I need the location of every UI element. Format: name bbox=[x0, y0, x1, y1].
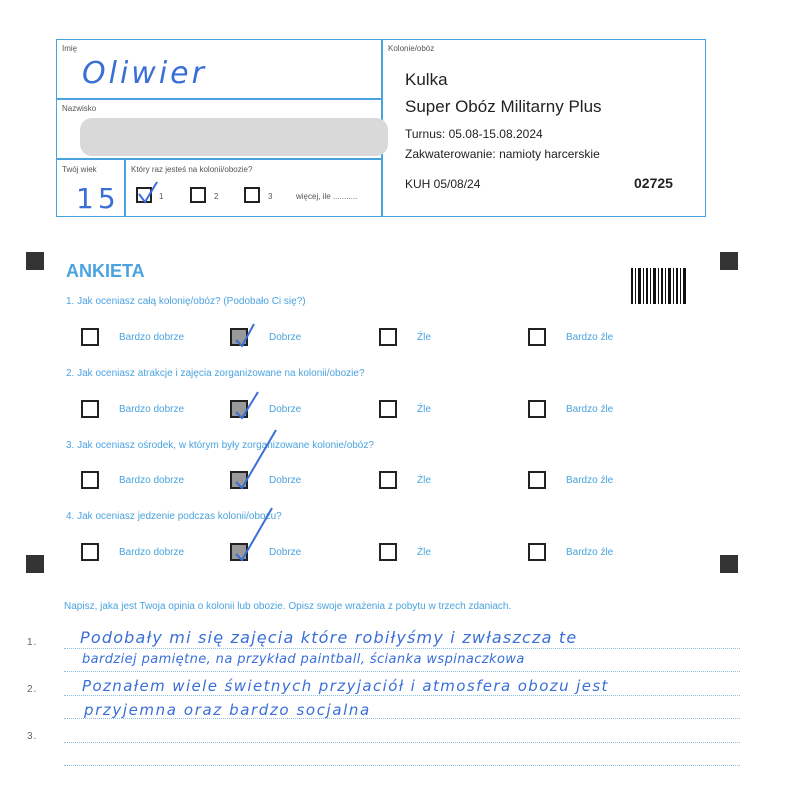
ktory-raz-checkbox-2[interactable] bbox=[190, 187, 206, 203]
opinion-instruction: Napisz, jaka jest Twoja opinia o kolonii lub obozie. Opisz swoje wrażenia z pobytu w trzech zdaniach. bbox=[64, 601, 512, 612]
turnus-label: Turnus: bbox=[405, 127, 446, 141]
registration-marker-bottom-right bbox=[720, 555, 738, 573]
divider-nazwisko bbox=[56, 158, 382, 160]
q4-option-bardzo-dobrze-label: Bardzo dobrze bbox=[119, 547, 185, 558]
q1-option-zle-label: Źle bbox=[417, 332, 431, 343]
camp-title: Super Obóz Militarny Plus bbox=[405, 97, 602, 116]
nazwisko-redacted bbox=[80, 118, 388, 156]
ktory-raz-option-1: 1 bbox=[159, 192, 164, 201]
imie-value: Oliwier bbox=[82, 56, 207, 91]
zakwaterowanie-row bbox=[405, 147, 600, 161]
q1-option-bardzo-zle-checkbox[interactable] bbox=[528, 328, 546, 346]
q4-option-bardzo-zle-checkbox[interactable] bbox=[528, 543, 546, 561]
opinion-writing-line bbox=[64, 648, 740, 649]
opinion-handwritten-line-3: Poznałem wiele świetnych przyjaciół i atmosfera obozu jest bbox=[82, 677, 609, 695]
q4-option-dobrze-label: Dobrze bbox=[269, 547, 302, 558]
q4-option-zle-checkbox[interactable] bbox=[379, 543, 397, 561]
opinion-writing-line bbox=[64, 742, 740, 743]
check-mark-icon bbox=[228, 382, 262, 422]
turnus-value: 05.08-15.08.2024 bbox=[448, 127, 543, 141]
wiek-value: 15 bbox=[76, 182, 120, 215]
opinion-writing-line bbox=[64, 695, 740, 696]
q2-option-zle-label: Źle bbox=[417, 404, 431, 415]
q4-option-zle-label: Źle bbox=[417, 547, 431, 558]
registration-marker-bottom-left bbox=[26, 555, 44, 573]
camp-code: KUH 05/08/24 bbox=[405, 177, 481, 191]
kolonie-label: Kolonie/obóz bbox=[388, 44, 435, 53]
q3-option-bardzo-dobrze-checkbox[interactable] bbox=[81, 471, 99, 489]
q1-option-zle-checkbox[interactable] bbox=[379, 328, 397, 346]
opinion-handwritten-line-4: przyjemna oraz bardzo socjalna bbox=[84, 701, 371, 719]
q2-option-bardzo-dobrze-label: Bardzo dobrze bbox=[119, 404, 185, 415]
ktory-raz-checkbox-3[interactable] bbox=[244, 187, 260, 203]
q1-option-bardzo-dobrze-label: Bardzo dobrze bbox=[119, 332, 185, 343]
registration-marker-top-left bbox=[26, 252, 44, 270]
q1-option-bardzo-zle-label: Bardzo źle bbox=[566, 332, 614, 343]
question-3: 3. Jak oceniasz ośrodek, w którym były zorganizowane kolonie/obóz? bbox=[66, 440, 374, 451]
q2-option-dobrze-label: Dobrze bbox=[269, 404, 302, 415]
q1-option-bardzo-dobrze-checkbox[interactable] bbox=[81, 328, 99, 346]
q2-option-bardzo-dobrze-checkbox[interactable] bbox=[81, 400, 99, 418]
opinion-line-number-2: 2. bbox=[27, 684, 38, 695]
q3-option-dobrze-label: Dobrze bbox=[269, 475, 302, 486]
q2-option-bardzo-zle-label: Bardzo źle bbox=[566, 404, 614, 415]
q2-option-bardzo-zle-checkbox[interactable] bbox=[528, 400, 546, 418]
barcode-icon bbox=[631, 268, 687, 304]
q3-option-bardzo-zle-checkbox[interactable] bbox=[528, 471, 546, 489]
camp-name: Kulka bbox=[405, 70, 448, 89]
imie-label: Imię bbox=[62, 44, 78, 53]
opinion-writing-line bbox=[64, 765, 740, 766]
question-2: 2. Jak oceniasz atrakcje i zajęcia zorganizowane na kolonii/obozie? bbox=[66, 368, 365, 379]
question-4: 4. Jak oceniasz jedzenie podczas kolonii/obozu? bbox=[66, 511, 282, 522]
q4-option-bardzo-zle-label: Bardzo źle bbox=[566, 547, 614, 558]
q4-option-bardzo-dobrze-checkbox[interactable] bbox=[81, 543, 99, 561]
zakwaterowanie-value: namioty harcerskie bbox=[499, 147, 600, 161]
q3-option-bardzo-dobrze-label: Bardzo dobrze bbox=[119, 475, 185, 486]
q3-option-zle-label: Źle bbox=[417, 475, 431, 486]
ktory-raz-option-2: 2 bbox=[214, 192, 219, 201]
q2-option-zle-checkbox[interactable] bbox=[379, 400, 397, 418]
turnus-row bbox=[405, 127, 543, 141]
q3-option-zle-checkbox[interactable] bbox=[379, 471, 397, 489]
nazwisko-label: Nazwisko bbox=[62, 104, 97, 113]
ktory-raz-option-wiecej: więcej, ile ........... bbox=[296, 192, 358, 201]
opinion-line-number-1: 1. bbox=[27, 637, 38, 648]
check-mark-icon bbox=[228, 310, 258, 350]
ktory-raz-label: Który raz jesteś na kolonii/obozie? bbox=[131, 165, 253, 174]
registration-marker-top-right bbox=[720, 252, 738, 270]
divider-imie bbox=[56, 98, 382, 100]
q1-option-dobrze-label: Dobrze bbox=[269, 332, 302, 343]
opinion-line-number-3: 3. bbox=[27, 731, 38, 742]
opinion-writing-line bbox=[64, 671, 740, 672]
opinion-handwritten-line-1: Podobały mi się zajęcia które robiłyśmy i zwłaszcza te bbox=[80, 628, 578, 647]
opinion-handwritten-line-2: bardziej pamiętne, na przykład paintball, ścianka wspinaczkowa bbox=[82, 652, 525, 667]
survey-title: ANKIETA bbox=[66, 261, 145, 281]
question-1: 1. Jak oceniasz całą kolonię/obóz? (Podobało Ci się?) bbox=[66, 296, 306, 307]
zakwaterowanie-label: Zakwaterowanie: bbox=[405, 147, 496, 161]
wiek-label: Twój wiek bbox=[62, 165, 97, 174]
form-number: 02725 bbox=[634, 175, 673, 191]
ktory-raz-option-3: 3 bbox=[268, 192, 273, 201]
divider-wiek bbox=[124, 158, 126, 217]
q3-option-bardzo-zle-label: Bardzo źle bbox=[566, 475, 614, 486]
